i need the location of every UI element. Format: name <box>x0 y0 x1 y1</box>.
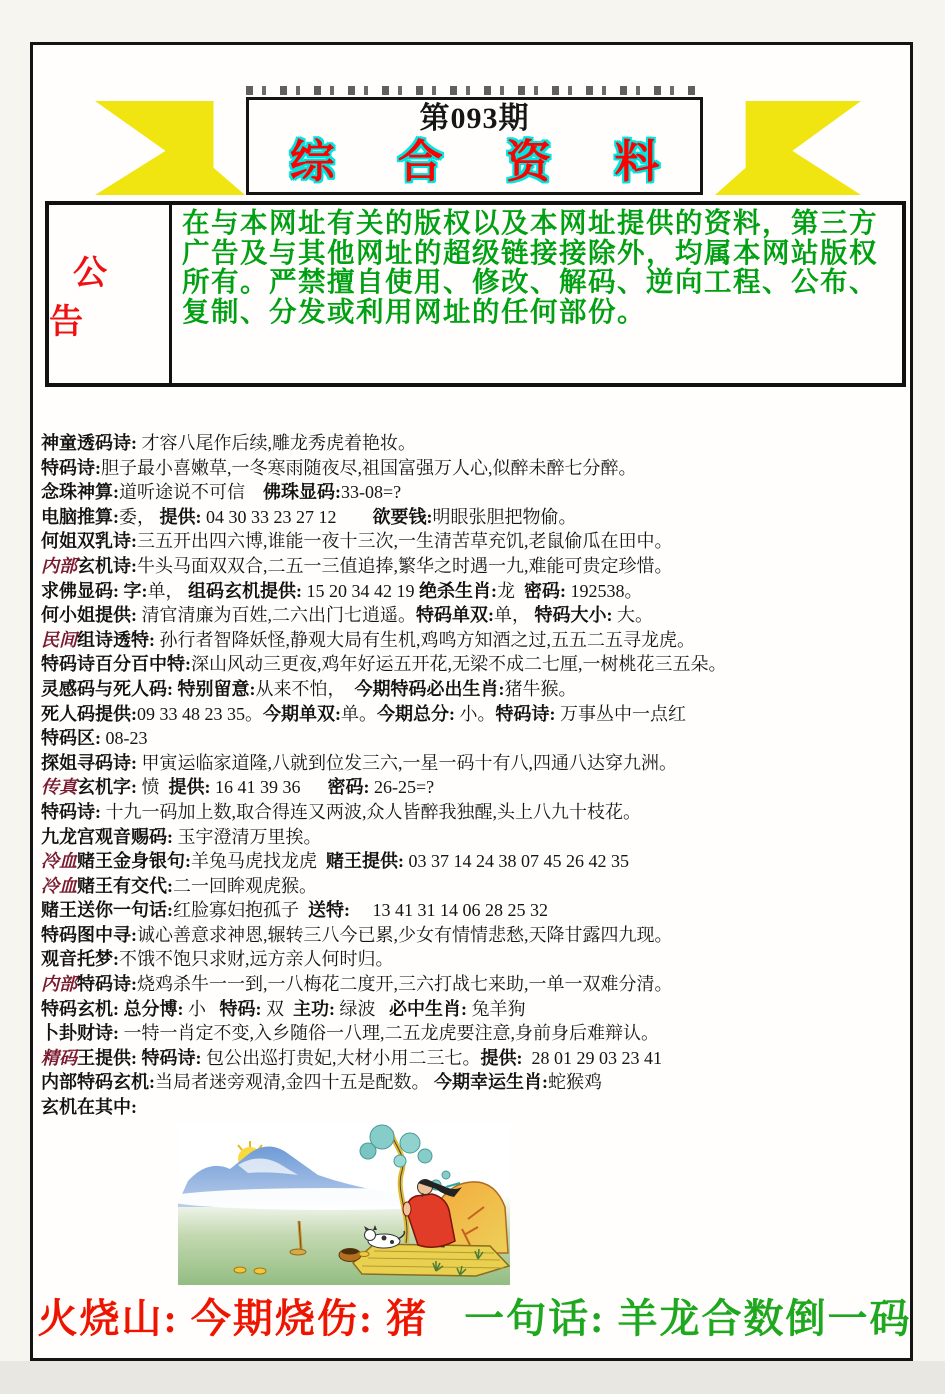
footer-red-text: 火烧山: 今期烧伤: 猪 <box>37 1296 429 1341</box>
announcement-box <box>45 201 906 387</box>
body-line <box>41 825 909 850</box>
line-label: 玄机字: <box>77 777 137 798</box>
line-label: 主功: <box>293 998 335 1019</box>
line-label: 探姐寻码诗: <box>41 752 137 773</box>
line-text: 三五开出四六博,谁能一夜十三次,一生清苦草充饥,老鼠偷瓜在田中。 <box>137 531 673 552</box>
body-line <box>41 726 909 751</box>
line-text: 深山风动三更夜,鸡年好运五开花,无梁不成二七厘,一树桃花三五朵。 <box>191 654 727 675</box>
line-label: 提供: <box>168 777 211 798</box>
line-text: 诚心善意求神恩,辗转三八今已累,少女有情情悲愁,天降甘露四九现。 <box>137 924 673 945</box>
line-text: 一特一肖定不变,入乡随俗一八理,二五龙虎要注意,身前身后难辩认。 <box>119 1023 659 1044</box>
mat <box>353 1244 509 1276</box>
line-label-script: 民间 <box>41 629 77 650</box>
body-line <box>41 898 909 923</box>
line-text: 才容八尾作后续,雕龙秀虎着艳妆。 <box>141 433 416 453</box>
body-line <box>41 480 909 505</box>
line-text: 猪牛猴。 <box>504 678 577 699</box>
line-label: 特码: <box>219 998 262 1019</box>
line-label: 电脑推算: <box>41 506 119 527</box>
body-line <box>41 1070 909 1095</box>
page-title: 综 合 资 料 <box>289 137 686 187</box>
body-line <box>41 456 909 481</box>
body-line <box>41 628 909 653</box>
line-label-script: 内部 <box>41 555 77 576</box>
line-label: 特码图中寻: <box>41 924 137 945</box>
line-label-script: 冷血 <box>41 851 77 872</box>
line-label-script: 传真 <box>41 777 77 798</box>
line-label: 送特: <box>308 900 350 921</box>
body-line <box>41 972 909 997</box>
line-label: 今期特码必出生肖: <box>354 678 505 699</box>
line-label: 提供: <box>159 506 202 527</box>
line-label: 今期单双: <box>263 703 341 724</box>
body-line <box>41 800 909 825</box>
footer-spacer <box>428 1296 464 1341</box>
line-text: 03 37 14 24 38 07 45 26 42 35 <box>404 851 629 872</box>
line-label: 王提供: 特码诗: <box>77 1047 202 1068</box>
body-line <box>41 947 909 972</box>
body-line <box>41 579 909 604</box>
line-label: 玄机诗: <box>77 555 137 576</box>
line-text: 单。 <box>341 703 377 724</box>
line-text: 孙行者智降妖怪,静观大局有生机,鸡鸣方知酒之过,五五二五寻龙虎。 <box>155 629 695 650</box>
page-frame <box>30 42 913 1361</box>
body-line <box>41 529 909 554</box>
left-ribbon-icon <box>95 101 245 195</box>
line-text: 15 20 34 42 19 <box>302 580 419 601</box>
line-label: 特码大小: <box>534 605 613 626</box>
body-line <box>41 554 909 579</box>
line-label: 赌王送你一句话: <box>41 900 173 921</box>
line-text: 明眼张胆把物偷。 <box>432 506 577 527</box>
line-text: 兔羊狗 <box>467 998 526 1019</box>
line-text: 委， <box>119 506 160 527</box>
announcement-body: 在与本网址有关的版权以及本网址提供的资料，第三方广告及与其他网址的超级链接接除外，均属本网站版权所有。严禁擅自使用、修改、解码、逆向工程、公布、复制、分发或利用网址的任何部份。 <box>182 207 878 327</box>
mystery-illustration <box>178 1123 510 1285</box>
line-text: 小。 <box>455 703 496 724</box>
body-line <box>41 652 909 677</box>
line-label: 佛珠显码: <box>263 482 341 503</box>
line-text: 单， <box>147 580 188 601</box>
line-label: 内部特码玄机: <box>41 1072 155 1093</box>
line-label: 赌王提供: <box>326 851 404 872</box>
line-text: 08-23 <box>101 728 148 749</box>
line-label: 灵感码与死人码: 特别留意: <box>41 678 256 699</box>
line-text: 13 41 31 14 06 28 25 32 <box>350 900 548 921</box>
line-label: 特码单双: <box>416 605 494 626</box>
line-label: 今期幸运生肖: <box>434 1072 548 1093</box>
line-text: 单， <box>494 605 535 626</box>
line-text: 192538。 <box>566 580 643 601</box>
body-line <box>41 997 909 1022</box>
line-text: 当局者迷旁观清,金四十五是配数。 <box>155 1072 434 1093</box>
line-text: 十九一码加上数,取合得连又两波,众人皆醉我独醒,头上八九十枝花。 <box>101 801 641 822</box>
body-lines <box>41 431 909 1120</box>
body-line <box>41 1046 909 1071</box>
line-text: 16 41 39 36 <box>210 777 328 798</box>
line-label: 密码: <box>327 777 370 798</box>
line-text: 不饿不饱只求财,远方亲人何时归。 <box>119 949 394 970</box>
body-line <box>41 677 909 702</box>
footer-green-text: 一句话: 羊龙合数倒一码 <box>464 1296 912 1341</box>
line-label: 神童透码诗: <box>41 433 142 453</box>
line-label-script: 精码 <box>41 1047 77 1068</box>
line-text: 牛头马面双双合,二五一三值追捧,繁华之时遇一九,难能可贵定珍惜。 <box>137 555 673 576</box>
line-text: 双 <box>261 998 293 1019</box>
body-line <box>41 775 909 800</box>
line-text: 09 33 48 23 35。 <box>137 703 263 724</box>
line-label: 特码诗: <box>41 801 101 822</box>
announcement-label: 公 告 <box>49 205 172 383</box>
line-label: 特码诗百分百中特: <box>41 654 191 675</box>
line-text: 从来不怕， <box>255 678 355 699</box>
line-label: 观音托梦: <box>41 949 119 970</box>
line-label: 欲要钱: <box>372 506 433 527</box>
line-label: 赌王金身银句: <box>77 851 191 872</box>
line-label: 组码玄机提供: <box>188 580 302 601</box>
line-label: 特码玄机: 总分博: <box>41 998 184 1019</box>
body-line <box>41 431 909 456</box>
line-label: 特码区: <box>41 728 101 749</box>
line-text: 愤 <box>137 777 169 798</box>
line-text: 玉宇澄清万里挨。 <box>173 826 322 847</box>
line-label: 卜卦财诗: <box>41 1023 119 1044</box>
body-line <box>41 751 909 776</box>
line-text: 蛇猴鸡 <box>548 1072 602 1093</box>
body-line <box>41 603 909 628</box>
line-text: 大。 <box>612 605 653 626</box>
line-text: 烧鸡杀牛一一到,一八梅花二度开,三六打战七来助,一单一双难分清。 <box>137 974 673 995</box>
body-line <box>41 849 909 874</box>
line-label: 死人码提供: <box>41 703 137 724</box>
body-line <box>41 874 909 899</box>
line-label: 组诗透特: <box>77 629 155 650</box>
footer-line <box>33 1291 916 1347</box>
line-text: 小 <box>183 998 220 1019</box>
title-box <box>246 97 703 195</box>
line-text: 胆子最小喜嫩草,一冬寒雨随夜尽,祖国富强万人心,似醉未醉七分醉。 <box>101 457 637 478</box>
body-line <box>41 1021 909 1046</box>
line-label: 何姐双乳诗: <box>41 531 137 552</box>
line-text: 26-25=? <box>369 777 435 798</box>
line-label: 赌王有交代: <box>77 875 173 896</box>
body-line <box>41 923 909 948</box>
page-bottom-strip <box>0 1361 945 1394</box>
line-label: 求佛显码: 字: <box>41 580 148 601</box>
line-label: 何小姐提供: <box>41 605 137 626</box>
line-label: 特码诗: <box>77 974 137 995</box>
line-text: 清官清廉为百姓,二六出门七逍遥。 <box>137 605 416 626</box>
line-label: 密码: <box>524 580 566 601</box>
bowl <box>339 1249 361 1262</box>
line-text: 龙 <box>497 580 524 601</box>
line-text: 甲寅运临家道隆,八就到位发三六,一星一码十有八,四通八达穿九洲。 <box>137 752 677 773</box>
body-line <box>41 702 909 727</box>
line-text: 包公出巡打贵妃,大材小用二三七。 <box>201 1047 481 1068</box>
line-label: 九龙宫观音赐码: <box>41 826 173 847</box>
body-line <box>41 1095 909 1120</box>
body-line <box>41 505 909 530</box>
line-text: 二一回眸观虎猴。 <box>173 875 317 896</box>
line-label: 今期总分: <box>377 703 455 724</box>
line-label: 提供: <box>480 1047 523 1068</box>
line-text: 04 30 33 23 27 12 <box>201 506 373 527</box>
line-label-script: 冷血 <box>41 875 77 896</box>
line-text: 28 01 29 03 23 41 <box>522 1047 662 1068</box>
line-label: 特码诗: <box>41 457 101 478</box>
line-text: 绿波 <box>335 998 389 1019</box>
issue-number: 第093期 <box>419 102 530 135</box>
right-ribbon-icon <box>715 101 861 195</box>
line-text: 红脸寡妇抱孤子 <box>173 900 308 921</box>
line-label: 玄机在其中: <box>41 1097 137 1118</box>
line-text: 羊兔马虎找龙虎 <box>191 851 326 872</box>
line-label: 绝杀生肖: <box>419 580 497 601</box>
line-label: 念珠神算: <box>41 482 119 503</box>
line-label: 特码诗: <box>495 703 556 724</box>
line-text: 万事丛中一点红 <box>555 703 686 724</box>
line-label: 必中生肖: <box>389 998 467 1019</box>
line-text: 33-08=? <box>341 482 402 503</box>
line-label-script: 内部 <box>41 974 77 995</box>
line-text: 道听途说不可信 <box>119 482 263 503</box>
torn-text-fragments <box>246 86 703 95</box>
